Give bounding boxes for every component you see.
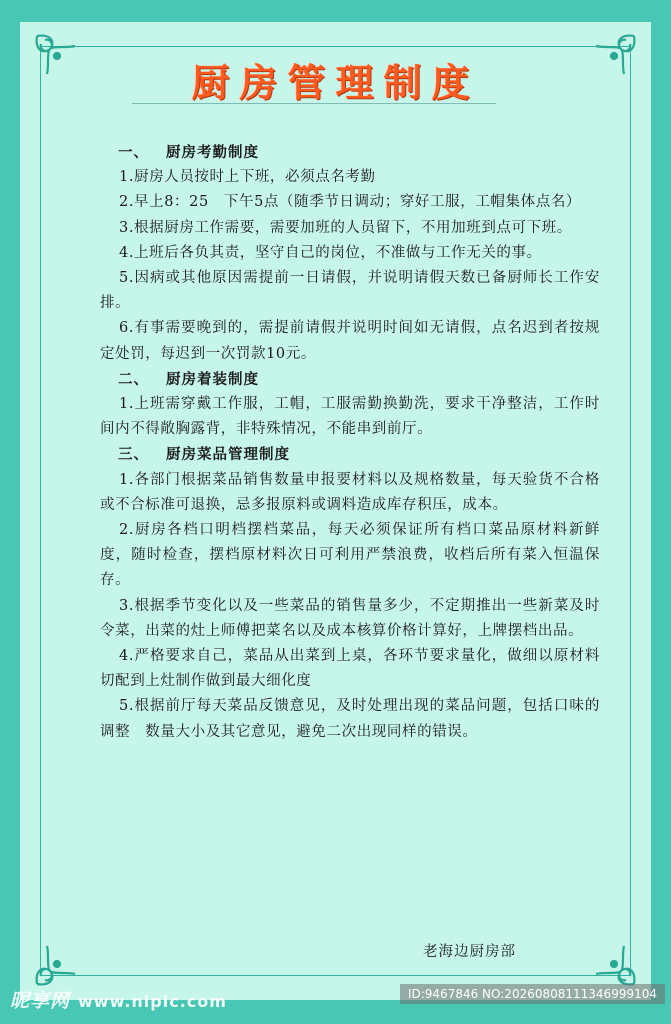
corner-ornament-icon: [33, 942, 79, 988]
signature: 老海边厨房部: [423, 944, 516, 960]
watermark-logo: 昵享网: [10, 990, 71, 1012]
watermark-id: ID:9467846 NO:20260808111346999104: [400, 984, 665, 1004]
rule-paragraph: 2.早上8：25 下午5点（随季节日调动；穿好工服，工帽集体点名）: [119, 194, 582, 211]
rule-paragraph: 6.有事需要晚到的，需提前请假并说明时间如无请假，点名迟到者按规定处罚，每迟到一次罚款10元。: [100, 320, 600, 362]
watermark-brand: [10, 986, 227, 1013]
section-heading: [100, 140, 600, 165]
rule-paragraph: 5.根据前厅每天菜品反馈意见，及时处理出现的菜品问题，包括口味的调整 数量大小及其它意见，避免二次出现同样的错误。: [100, 698, 600, 740]
section-number: 三、: [118, 446, 149, 464]
rule-paragraph: 3.根据厨房工作需要，需要加班的人员留下，不用加班到点可下班。: [119, 219, 572, 236]
rule-paragraph: 1.上班需穿戴工作服，工帽，工服需勤换勤洗，要求干净整洁，工作时间内不得敞胸露背，非特殊情况，不能串到前厅。: [100, 396, 600, 438]
section-heading: [100, 367, 600, 392]
rule-paragraph: 1.各部门根据菜品销售数量申报要材料以及规格数量，每天验货不合格或不合标准可退换，忌多报原料或调料造成库存积压，成本。: [100, 471, 600, 513]
section-number: 二、: [118, 370, 149, 388]
watermark-site: www.nipic.com: [78, 992, 227, 1011]
rule-paragraph: 2.厨房各档口明档摆档菜品，每天必须保证所有档口菜品原材料新鲜度，随时检查，摆档原材料次日可利用严禁浪费，收档后所有菜入恒温保存。: [100, 522, 600, 589]
document-body: [100, 140, 600, 745]
rule-paragraph: 5.因病或其他原因需提前一日请假，并说明请假天数已备厨师长工作安排。: [100, 270, 600, 312]
title-underline: [132, 103, 496, 104]
section-number: 一、: [118, 144, 149, 161]
section-title: 厨房着装制度: [166, 370, 259, 388]
page-title: 厨房管理制度: [191, 60, 480, 105]
rule-paragraph: 4.上班后各负其责，坚守自己的岗位，不准做与工作无关的事。: [119, 244, 542, 261]
rule-paragraph: 3.根据季节变化以及一些菜品的销售量多少，不定期推出一些新菜及时令菜，出菜的灶上师傅把菜名以及成本核算价格计算好，上牌摆档出品。: [100, 597, 600, 639]
section-title: 厨房考勤制度: [166, 144, 259, 161]
section-title: 厨房菜品管理制度: [166, 446, 290, 464]
section-heading: [100, 442, 600, 467]
rule-paragraph: 1.厨房人员按时上下班，必须点名考勤: [119, 169, 376, 186]
rule-paragraph: 4.严格要求自己，菜品从出菜到上桌，各环节要求量化，做细以原材料切配到上灶制作做到最大细化度: [100, 648, 600, 690]
corner-ornament-icon: [592, 942, 638, 988]
